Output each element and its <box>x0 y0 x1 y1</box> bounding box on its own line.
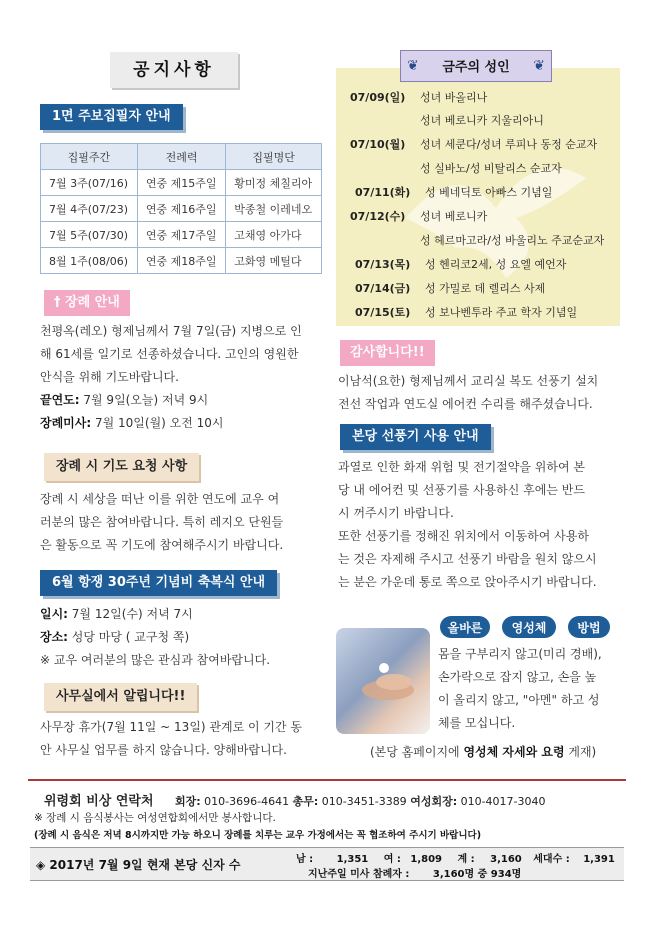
writers-section-title: 1면 주보집필자 안내 <box>40 104 183 130</box>
table-header-cell: 집필명단 <box>226 144 322 170</box>
saint-name: 성녀 베로니카 지울리아니 <box>420 114 544 127</box>
communion-photo <box>336 628 430 734</box>
saint-name: 성녀 베로니카 <box>420 210 488 223</box>
communion-bubble-text: 영성체 <box>511 621 547 635</box>
saint-name: 성 보나벤투라 주교 학자 기념일 <box>425 306 578 319</box>
table-cell: 7월 4주(07/23) <box>41 196 138 222</box>
anniversary-place <box>40 626 330 649</box>
fan-line: 시 꺼주시기 바랍니다. <box>338 506 454 520</box>
communion-ref-after: 게재) <box>564 745 597 759</box>
saint-date: 07/10(월) <box>350 138 406 151</box>
census-bar <box>30 847 624 881</box>
census-total: 3,160 <box>490 854 522 865</box>
anniversary-date <box>40 603 330 626</box>
anniversary-note: ※ 교우 여러분의 많은 관심과 참여바랍니다. <box>40 653 271 667</box>
fan-line: 과열로 인한 화재 위험 및 전기절약을 위하여 본 <box>338 460 585 474</box>
office-section-title: 사무실에서 알립니다!! <box>44 683 197 711</box>
prayer-line: 은 활동으로 꼭 기도에 참여해주시기 바랍니다. <box>40 538 284 552</box>
funeral-body <box>40 320 330 435</box>
table-cell: 황미정 체칠리아 <box>226 170 322 196</box>
contacts-line <box>44 790 546 809</box>
table-cell: 연중 제16주일 <box>137 196 225 222</box>
thanks-body <box>338 370 628 416</box>
saint-date: 07/13(목) <box>355 258 411 271</box>
writers-table <box>40 143 322 274</box>
table-cell: 7월 3주(07/16) <box>41 170 138 196</box>
saint-name: 성녀 세쿤다/성녀 루피나 동정 순교자 <box>420 138 598 151</box>
saint-name: 성 실바노/성 비탈리스 순교자 <box>420 162 562 175</box>
list-item <box>355 256 566 272</box>
saints-title: 금주의 성인 <box>442 60 510 75</box>
saints-left-ornament-icon: ❦ <box>407 58 419 74</box>
census-households-label: 세대수 : <box>533 854 570 865</box>
fan-section-title: 본당 선풍기 사용 안내 <box>340 424 491 450</box>
saint-date: 07/12(수) <box>350 210 406 223</box>
table-row <box>41 196 322 222</box>
communion-bubble-text: 올바른 <box>447 621 483 635</box>
anniversary-date-label: 일시: <box>40 607 68 621</box>
notice-title: 공지사항 <box>133 60 215 80</box>
census-title: 2017년 7월 9일 현재 본당 신자 수 <box>49 858 241 872</box>
contact-label: 여성회장: <box>410 795 458 808</box>
footer-divider <box>28 779 626 781</box>
funeral-wake-value: 7월 9일(오늘) 저녁 9시 <box>79 393 209 407</box>
contacts-note-2: (장례 시 음식은 저녁 8시까지만 가능 하오니 장례를 치루는 교우 가정에서는 꼭 협조하여 주시기 바랍니다) <box>34 830 482 841</box>
table-cell: 7월 5주(07/30) <box>41 222 138 248</box>
thanks-section-title: 감사합니다!! <box>340 340 435 366</box>
census-men: 1,351 <box>336 854 369 865</box>
fan-line: 또한 선풍기를 정해진 위치에서 이동하여 사용하 <box>338 529 589 543</box>
census-attendance-label: 지난주일 미사 참례자 : <box>308 869 410 880</box>
fan-line: 당 내 에어컨 및 선풍기를 사용하신 후에는 반드 <box>338 483 585 497</box>
census-women: 1,809 <box>410 854 443 865</box>
list-item <box>355 280 545 296</box>
office-line: 안 사무실 업무를 하지 않습니다. 양해바랍니다. <box>40 743 287 757</box>
thanks-line: 전선 작업과 연도실 에어컨 수리를 해주셨습니다. <box>338 397 593 411</box>
table-row <box>41 170 322 196</box>
communion-ref-link: 영성체 자세와 요령 <box>463 745 565 759</box>
table-cell: 박종철 이레네오 <box>226 196 322 222</box>
table-cell: 연중 제17주일 <box>137 222 225 248</box>
census-women-label: 여 : <box>383 854 401 865</box>
thanks-line: 이남석(요한) 형제님께서 교리실 복도 선풍기 설치 <box>338 374 599 388</box>
communion-body <box>438 643 623 735</box>
table-row <box>41 222 322 248</box>
funeral-wake-label: 끝연도: <box>40 393 80 407</box>
anniversary-section-title: 6월 항쟁 30주년 기념비 축복식 안내 <box>40 570 277 596</box>
communion-bubble-text: 방법 <box>577 621 601 635</box>
contact-label: 총무: <box>292 795 319 808</box>
communion-line: 체를 모십니다. <box>438 716 516 730</box>
census-total-label: 계 : <box>457 854 475 865</box>
funeral-mass-label: 장례미사: <box>40 416 92 430</box>
office-line: 사무장 휴가(7월 11일 ~ 13일) 관계로 이 기간 동 <box>40 720 302 734</box>
list-item <box>350 136 597 152</box>
contacts-title: 위령회 비상 연락처 <box>44 794 154 809</box>
funeral-line: 천평옥(레오) 형제님께서 7월 7일(금) 지병으로 인 <box>40 324 302 338</box>
saint-name: 성녀 바올리나 <box>420 91 488 104</box>
saint-date: 07/14(금) <box>355 282 411 295</box>
funeral-mass <box>40 412 330 435</box>
communion-line: 이 올리지 않고, "아멘" 하고 성 <box>438 693 600 707</box>
table-cell: 연중 제18주일 <box>137 248 225 274</box>
list-item <box>355 304 577 320</box>
saint-name: 성 헤르마고라/성 바울리노 주교순교자 <box>420 234 605 247</box>
fan-body <box>338 456 628 594</box>
saints-right-ornament-icon: ❦ <box>533 58 545 74</box>
anniversary-date-value: 7월 12일(수) 저녁 7시 <box>67 607 193 621</box>
table-cell: 고채영 아가다 <box>226 222 322 248</box>
contact-label: 회장: <box>175 795 201 808</box>
list-item <box>350 208 487 224</box>
contact-value: 010-3451-3389 <box>318 795 411 808</box>
communion-bubble-2 <box>502 616 556 638</box>
table-cell: 8월 1주(08/06) <box>41 248 138 274</box>
anniversary-body <box>40 603 330 672</box>
funeral-section-title: † 장례 안내 <box>44 290 130 316</box>
communion-reference <box>370 741 596 764</box>
prayer-line: 장례 시 세상을 떠난 이를 위한 연도에 교우 여 <box>40 492 280 506</box>
funeral-mass-value: 7월 10일(월) 오전 10시 <box>91 416 224 430</box>
table-row <box>41 248 322 274</box>
anniversary-place-value: 성당 마당 ( 교구청 쪽) <box>67 630 190 644</box>
list-item <box>350 160 562 176</box>
table-header-row <box>41 144 322 170</box>
communion-line: 몸을 구부리지 않고(미리 경배), <box>438 647 602 661</box>
diamond-bullet-icon: ◈ <box>36 858 50 872</box>
census-attendance-line <box>308 865 521 880</box>
saint-name: 성 가밀로 데 렐리스 사제 <box>425 282 546 295</box>
prayer-body <box>40 488 330 557</box>
contact-value: 010-4017-3040 <box>457 795 546 808</box>
table-header-cell: 전례력 <box>137 144 225 170</box>
census-men-label: 남 : <box>296 854 314 865</box>
saint-date: 07/09(일) <box>350 91 406 104</box>
table-cell: 연중 제15주일 <box>137 170 225 196</box>
contact-value: 010-3696-4641 <box>200 795 293 808</box>
fan-line: 는 것은 자제해 주시고 선풍기 바람을 원치 않으시 <box>338 552 597 566</box>
saint-name: 성 헨리코2세, 성 요엘 예언자 <box>425 258 567 271</box>
prayer-section-title: 장례 시 기도 요청 사항 <box>44 453 199 481</box>
communion-bubble-1 <box>440 616 490 638</box>
notice-title-box <box>110 52 238 88</box>
census-counts <box>296 850 615 865</box>
funeral-wake <box>40 389 330 412</box>
anniversary-place-label: 장소: <box>40 630 68 644</box>
hands-receiving-host-icon <box>336 628 430 734</box>
communion-bubble-3 <box>568 616 610 638</box>
funeral-line: 안식을 위해 기도바랍니다. <box>40 370 179 384</box>
list-item <box>350 89 487 105</box>
table-header-cell: 집필주간 <box>41 144 138 170</box>
census-attendance: 3,160명 중 934명 <box>432 869 522 880</box>
saint-name: 성 베네딕토 아빠스 기념일 <box>425 186 553 199</box>
census-households: 1,391 <box>583 854 615 865</box>
contacts-note-1: ※ 장례 시 음식봉사는 여성연합회에서만 봉사합니다. <box>34 812 276 824</box>
fan-line: 는 분은 가운데 통로 쪽으로 앉아주시기 바랍니다. <box>338 575 597 589</box>
saints-title-box <box>400 50 552 82</box>
funeral-line: 해 61세를 일기로 선종하셨습니다. 고인의 영원한 <box>40 347 299 361</box>
list-item <box>355 184 552 200</box>
saint-date: 07/15(토) <box>355 306 411 319</box>
communion-ref-before: (본당 홈페이지에 <box>370 745 464 759</box>
table-cell: 고화영 메틸다 <box>226 248 322 274</box>
prayer-line: 러분의 많은 참여바랍니다. 특히 레지오 단원들 <box>40 515 284 529</box>
saint-date: 07/11(화) <box>355 186 411 199</box>
list-item <box>350 112 544 128</box>
office-body <box>40 716 330 762</box>
census-title-wrap <box>36 856 241 873</box>
communion-line: 손가락으로 잡지 않고, 손을 높 <box>438 670 597 684</box>
list-item <box>350 232 604 248</box>
